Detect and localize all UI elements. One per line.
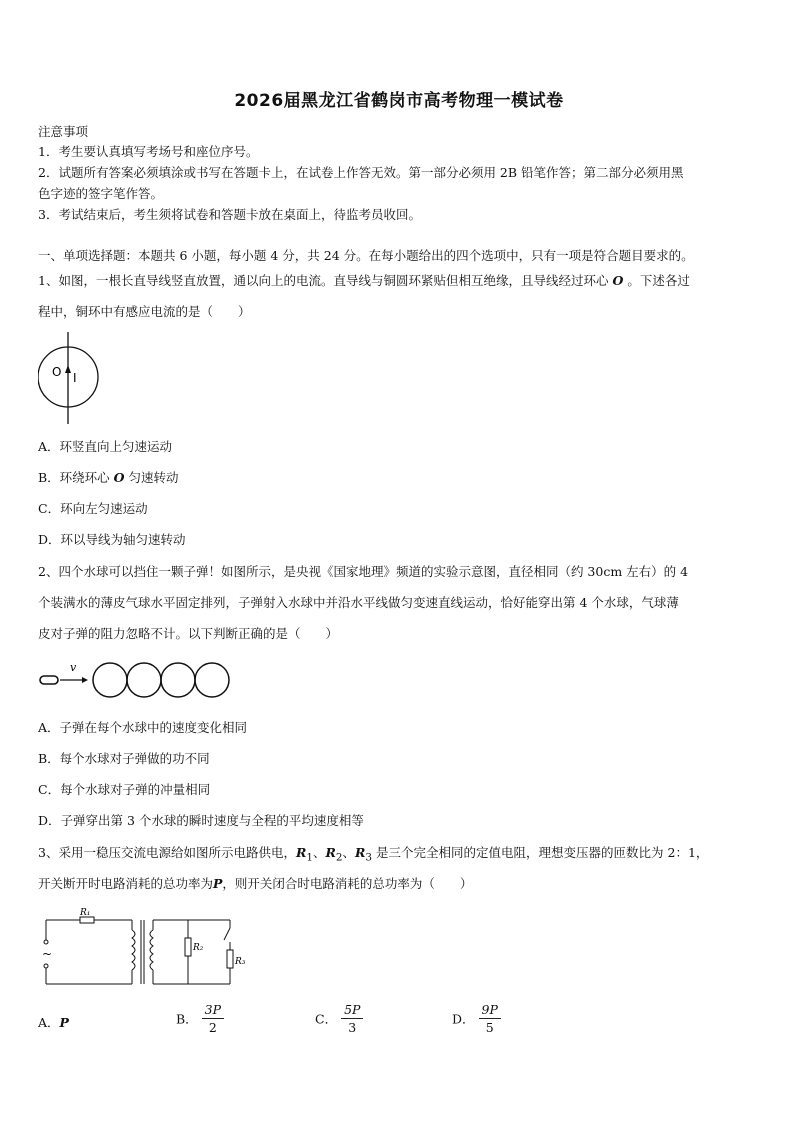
q3-option-d-fraction [479, 1002, 501, 1035]
q3-r1-sub: 1 [306, 851, 313, 864]
q1-option-c: C．环向左匀速运动 [38, 501, 148, 516]
q3-option-b [176, 1002, 224, 1035]
fraction-denominator: 3 [348, 1020, 357, 1035]
label-r1: R₁ [80, 908, 91, 918]
q1-option-d: D．环以导线为轴匀速转动 [38, 532, 186, 547]
q3-sep: 、 [342, 845, 356, 860]
exam-page [38, 0, 760, 1123]
q3-power-symbol: P [213, 876, 223, 891]
fraction-numerator: 5P [341, 1002, 363, 1019]
q1-stem-end: 。下述各过 [627, 273, 690, 288]
q3-option-a-label: A． [38, 1015, 60, 1030]
q2-stem-line1: 2、四个水球可以挡住一颗子弹！如图所示，是央视《国家地理》频道的实验示意图，直径相同（约 30cm 左右）的 4 [38, 564, 689, 579]
q3-option-a-value: P [59, 1015, 69, 1030]
q1-option-b-text: B．环绕环心 [38, 470, 110, 485]
fraction-denominator: 2 [208, 1020, 217, 1035]
resistor-r3 [227, 950, 233, 968]
q1-option-b-end: 匀速转动 [128, 470, 179, 485]
notice-item: 色字迹的签字笔作答。 [38, 186, 164, 201]
water-ball [127, 663, 161, 697]
water-ball [195, 663, 229, 697]
q3-option-b-fraction [202, 1002, 224, 1035]
arrow-head-icon [82, 677, 88, 683]
current-arrow-icon [65, 365, 71, 373]
ring-center-label: O [52, 365, 62, 379]
q2-stem-line3: 皮对子弹的阻力忽略不计。以下判断正确的是（ ） [38, 626, 339, 641]
water-ball [161, 663, 195, 697]
notice-item: 3．考试结束后，考生须将试卷和答题卡放在桌面上，待监考员收回。 [38, 207, 421, 222]
velocity-label: v [70, 661, 77, 674]
q3-r3-sub: 3 [365, 851, 373, 864]
q3-r1: R [295, 845, 307, 860]
q3-option-c-fraction [341, 1002, 363, 1035]
secondary-coil [150, 930, 153, 970]
q3-circuit-figure [40, 906, 250, 990]
q3-stem-text: 开关断开时电路消耗的总功率为 [38, 876, 214, 891]
q1-stem-line1 [38, 271, 690, 289]
label-r3: R₃ [235, 957, 246, 967]
q2-option-c: C．每个水球对子弹的冲量相同 [38, 782, 211, 797]
switch [224, 928, 230, 940]
fraction-numerator: 9P [479, 1002, 501, 1019]
notice-item: 1．考生要认真填写考场号和座位序号。 [38, 144, 259, 159]
q3-option-c [315, 1002, 363, 1035]
primary-coil [132, 930, 135, 970]
q1-stem-text: 1、如图，一根长直导线竖直放置，通以向上的电流。直导线与铜圆环紧贴但相互绝缘，且导线经过环心 [38, 273, 609, 288]
notice-item: 2．试题所有答案必须填涂或书写在答题卡上，在试卷上作答无效。第一部分必须用 2B 铅笔作答；第二部分必须用黑 [38, 165, 684, 180]
q3-stem-line2 [38, 874, 472, 892]
q2-stem-line2: 个装满水的薄皮气球水平固定排列，子弹射入水球中并沿水平线做匀变速直线运动，恰好能穿出第 4 个水球，气球薄 [38, 595, 679, 610]
q2-figure [38, 656, 238, 702]
q3-option-c-label: C． [315, 1011, 338, 1027]
q1-stem-line2: 程中，铜环中有感应电流的是（ ） [38, 304, 251, 319]
q3-sep: 、 [312, 845, 326, 860]
q1-option-b-symbol: O [113, 470, 125, 485]
q3-option-b-label: B． [176, 1011, 198, 1027]
q1-option-a: A．环竖直向上匀速运动 [38, 439, 173, 454]
q2-option-a: A．子弹在每个水球中的速度变化相同 [38, 720, 248, 735]
page-title: 2026届黑龙江省鹤岗市高考物理一模试卷 [234, 91, 564, 111]
q3-r2-sub: 2 [335, 851, 343, 864]
notice-heading: 注意事项 [38, 124, 89, 139]
q3-option-d-label: D． [452, 1011, 475, 1027]
section-heading: 一、单项选择题：本题共 6 小题，每小题 4 分，共 24 分。在每小题给出的四个选项中，只有一项是符合题目要求的。 [38, 248, 694, 263]
q1-figure [38, 332, 102, 428]
q3-stem-text: 3、采用一稳压交流电源给如图所示电路供电， [38, 845, 296, 860]
fraction-numerator: 3P [202, 1002, 224, 1019]
label-r2: R₂ [193, 943, 204, 953]
water-ball [93, 663, 127, 697]
q2-option-d: D．子弹穿出第 3 个水球的瞬时速度与全程的平均速度相等 [38, 813, 364, 828]
fraction-denominator: 5 [485, 1020, 494, 1035]
ac-source-icon: ~ [42, 947, 53, 961]
bullet-icon [40, 676, 58, 684]
q1-option-b [38, 468, 179, 486]
q3-stem-line1 [38, 843, 708, 864]
q3-stem-end: ，则开关闭合时电路消耗的总功率为（ ） [222, 876, 473, 891]
q3-r3: R [355, 845, 366, 860]
q1-symbol-o: O [612, 273, 624, 288]
q3-option-a [38, 1013, 69, 1031]
current-label: I [73, 371, 77, 385]
q3-stem-text-b: 是三个完全相同的定值电阻，理想变压器的匝数比为 2：1， [376, 845, 709, 860]
q2-option-b: B．每个水球对子弹做的功不同 [38, 751, 210, 766]
q3-option-d [452, 1002, 501, 1035]
resistor-r2 [185, 938, 191, 956]
q3-r2: R [325, 845, 336, 860]
